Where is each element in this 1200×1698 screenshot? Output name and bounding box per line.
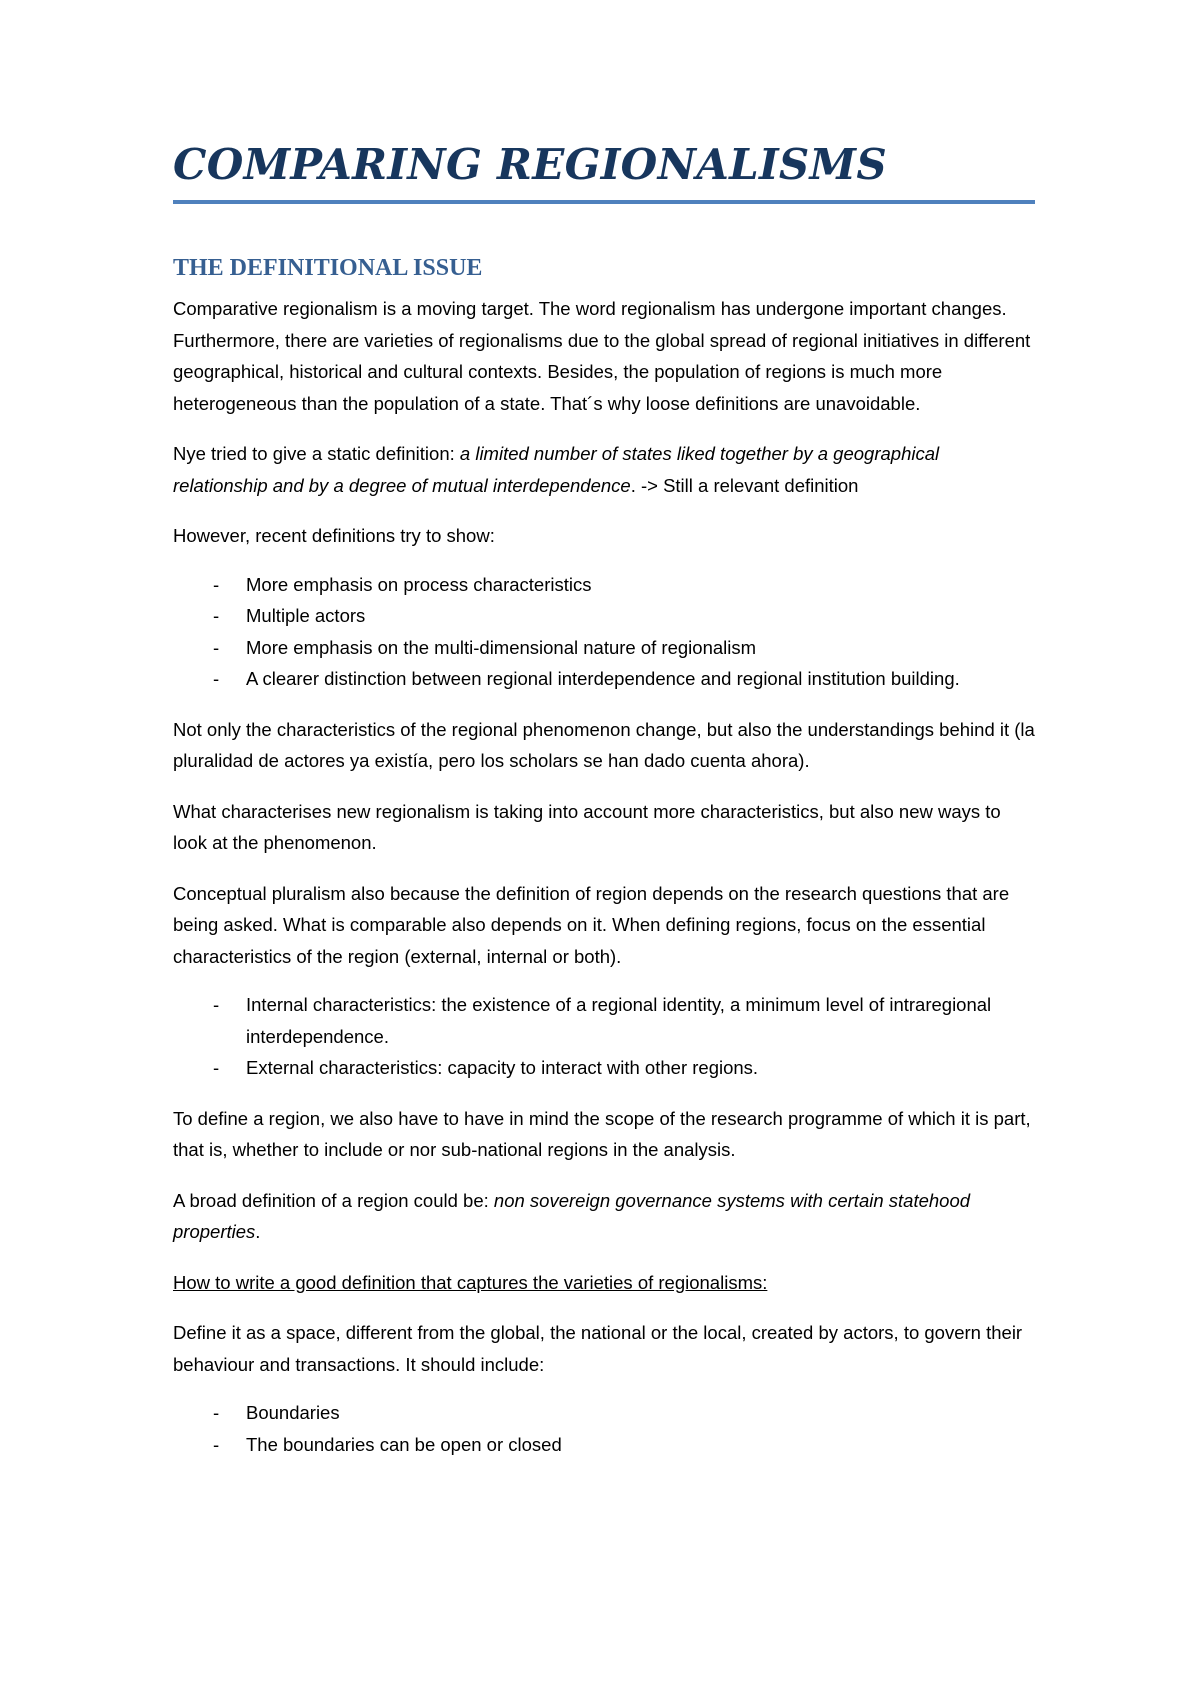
list-item: - Boundaries bbox=[173, 1397, 1035, 1429]
paragraph-new-regionalism: What characterises new regionalism is taking into account more characteristics, but also new ways to look at the phenomenon. bbox=[173, 800, 1001, 854]
list-boundaries bbox=[173, 1397, 1035, 1460]
list-item: - External characteristics: capacity to interact with other regions. bbox=[173, 1052, 1035, 1084]
list-characteristics bbox=[173, 989, 1035, 1084]
list-recent-definitions bbox=[173, 569, 1035, 695]
nye-lead-text: Nye tried to give a static definition: bbox=[173, 443, 460, 465]
broad-lead-text: A broad definition of a region could be: bbox=[173, 1189, 494, 1211]
paragraph-intro: Comparative regionalism is a moving target. The word regionalism has undergone important changes. Furthermore, there are varieties of regionalisms due to the global spread of regional initiatives in different geographical, historical and cultural contexts. Besides, the population of regions is much more heterogeneous than the population of a state. That´s why loose definitions are unavoidable. bbox=[173, 298, 1031, 414]
paragraph-recent-definitions: However, recent definitions try to show: bbox=[173, 525, 495, 547]
list-item: - More emphasis on the multi-dimensional nature of regionalism bbox=[173, 632, 1035, 664]
broad-tail-text: . bbox=[255, 1221, 261, 1243]
list-item: - Internal characteristics: the existence of a regional identity, a minimum level of intraregional interdependence. bbox=[173, 989, 1035, 1052]
nye-definition-italic: a limited number of states liked together by a geographical relationship and by a degree of mutual interdependence bbox=[173, 443, 940, 496]
list-item: - A clearer distinction between regional interdependence and regional institution building. bbox=[173, 663, 1035, 695]
paragraph-nye-definition bbox=[173, 438, 1035, 501]
document-title: COMPARING REGIONALISMS bbox=[173, 140, 887, 189]
nye-tail-text: . -> Still a relevant definition bbox=[630, 474, 859, 496]
document-page bbox=[173, 140, 1035, 1479]
title-underline-rule bbox=[173, 200, 1035, 204]
paragraph-define-region: To define a region, we also have to have in mind the scope of the research programme of which it is part, that is, whether to include or nor sub-national regions in the analysis. bbox=[173, 1107, 1031, 1161]
list-item: - More emphasis on process characteristics bbox=[173, 569, 1035, 601]
section-heading: THE DEFINITIONAL ISSUE bbox=[173, 255, 483, 282]
paragraph-conceptual-pluralism: Conceptual pluralism also because the definition of region depends on the research questions that are being asked. What is comparable also depends on it. When defining regions, focus on the essential characteristics of the region (external, internal or both). bbox=[173, 882, 1010, 967]
list-item: - The boundaries can be open or closed bbox=[173, 1429, 1035, 1461]
broad-definition-italic: non sovereign governance systems with certain statehood properties bbox=[173, 1189, 971, 1243]
paragraph-define-space: Define it as a space, different from the global, the national or the local, created by actors, to govern their behaviour and transactions. It should include: bbox=[173, 1322, 1023, 1375]
paragraph-characteristics-change: Not only the characteristics of the regional phenomenon change, but also the understandings behind it (la pluralidad de actores ya existía, pero los scholars se han dado cuenta ahora). bbox=[173, 718, 1035, 772]
list-item: - Multiple actors bbox=[173, 600, 1035, 632]
paragraph-how-to-write-heading: How to write a good definition that captures the varieties of regionalisms: bbox=[173, 1271, 768, 1293]
paragraph-broad-definition bbox=[173, 1185, 1035, 1248]
